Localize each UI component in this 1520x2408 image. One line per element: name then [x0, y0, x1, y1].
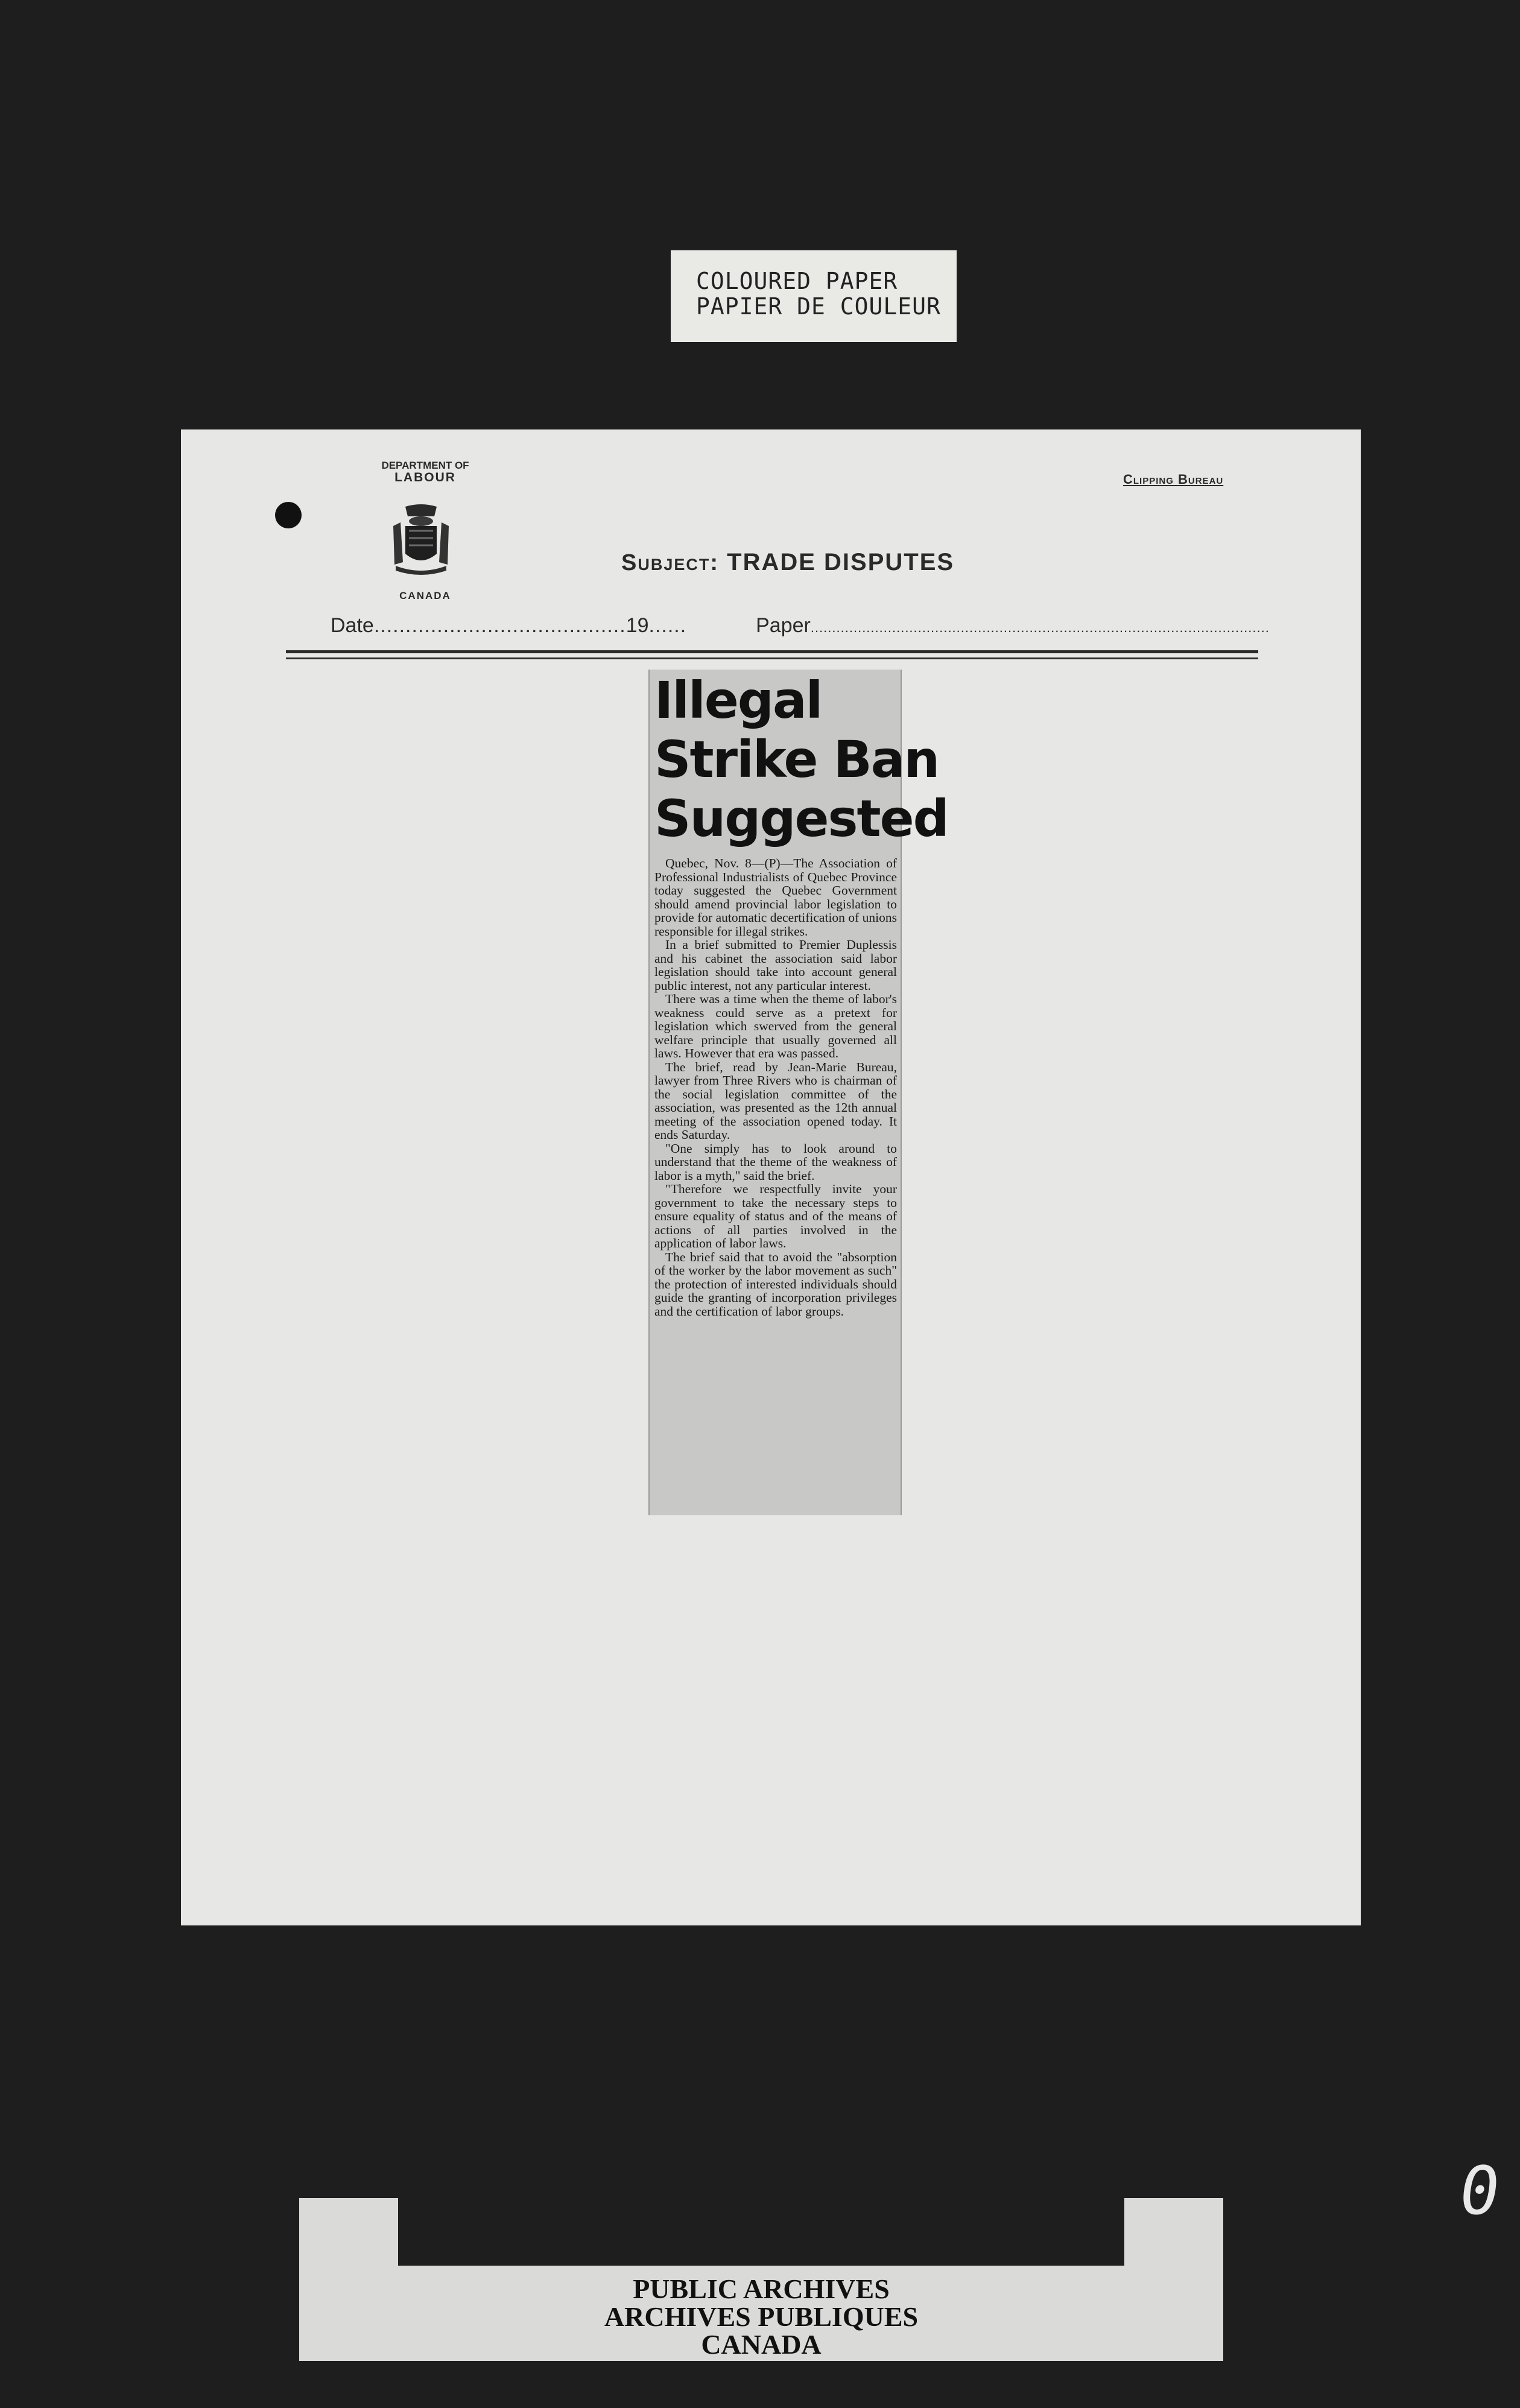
subject-label: Subject: [621, 550, 720, 575]
coat-of-arms-icon [387, 502, 455, 575]
label-line-french: PAPIER DE COULEUR [696, 293, 941, 320]
headline-line-2: Strike Ban [654, 730, 939, 789]
coloured-paper-label [671, 250, 957, 342]
punch-hole [275, 502, 302, 528]
clipping-sheet [181, 429, 1361, 1925]
headline-line-3: Suggested [654, 789, 948, 848]
frame-number: 0 [1454, 2152, 1506, 2229]
subject-line [621, 549, 954, 576]
clipping-headline [654, 671, 948, 848]
stamp-line-1: PUBLIC ARCHIVES [633, 2273, 890, 2304]
clipping-paragraph: "One simply has to look around to understand that the theme of the weakness of labor is a myth," said the brief. [654, 1141, 897, 1183]
header-rule-thin [286, 657, 1258, 659]
department-line-1: DEPARTMENT OF [381, 460, 469, 471]
label-line-english: COLOURED PAPER [696, 268, 898, 294]
headline-line-1: Illegal [654, 671, 822, 730]
year-label: 19 [625, 614, 649, 637]
stamp-line-2: ARCHIVES PUBLIQUES [604, 2301, 919, 2332]
clipping-paragraph: "Therefore we respectfully invite your government to take the necessary steps to ensure equality of status and of the means of actions of all parties involved in the application of labor laws. [654, 1182, 897, 1250]
year-dots: ...... [648, 614, 687, 637]
clipping-paragraph: There was a time when the theme of labor's weakness could serve as a pretext for legislation which swerved from the general welfare principle that usually governed all laws. However that era was passed. [654, 992, 897, 1060]
paper-dots: ........................................................................................................... [810, 620, 1270, 635]
header-rule [286, 650, 1258, 653]
clipping-paragraph: Quebec, Nov. 8—(P)—The Association of Professional Industrialists of Quebec Province today suggested the Quebec Government should amend provincial labor legislation to provide for automatic decertification of unions responsible for illegal strikes. [654, 856, 897, 939]
newspaper-clipping [648, 670, 948, 1515]
archives-stamp-cutout [398, 2198, 1124, 2266]
date-paper-row [331, 614, 1270, 638]
date-dots: ........................................ [373, 614, 626, 637]
country-label: CANADA [399, 590, 451, 601]
clipping-paragraph: The brief, read by Jean-Marie Bureau, lawyer from Three Rivers who is chairman of the social legislation committee of the association, was presented as the 12th annual meeting of the association opened today. It ends Saturday. [654, 1059, 897, 1142]
subject-value: TRADE DISPUTES [727, 549, 955, 575]
date-label: Date [331, 614, 374, 637]
paper-label: Paper [756, 614, 811, 637]
clipping-paragraph: The brief said that to avoid the "absorption of the worker by the labor movement as such" the protection of interested individuals should guide the granting of incorporation privileges and the certification of labor groups. [654, 1249, 897, 1319]
department-heading [365, 460, 486, 484]
archives-stamp-text [398, 2275, 1124, 2359]
clipping-bureau-label: Clipping Bureau [1123, 472, 1224, 487]
clipping-paragraph: In a brief submitted to Premier Duplessis and his cabinet the association said labor legislation should take into account general public interest, not any particular interest. [654, 937, 897, 993]
clipping-body [654, 857, 897, 1318]
stamp-line-3: CANADA [701, 2329, 822, 2360]
department-line-2: LABOUR [394, 471, 456, 484]
